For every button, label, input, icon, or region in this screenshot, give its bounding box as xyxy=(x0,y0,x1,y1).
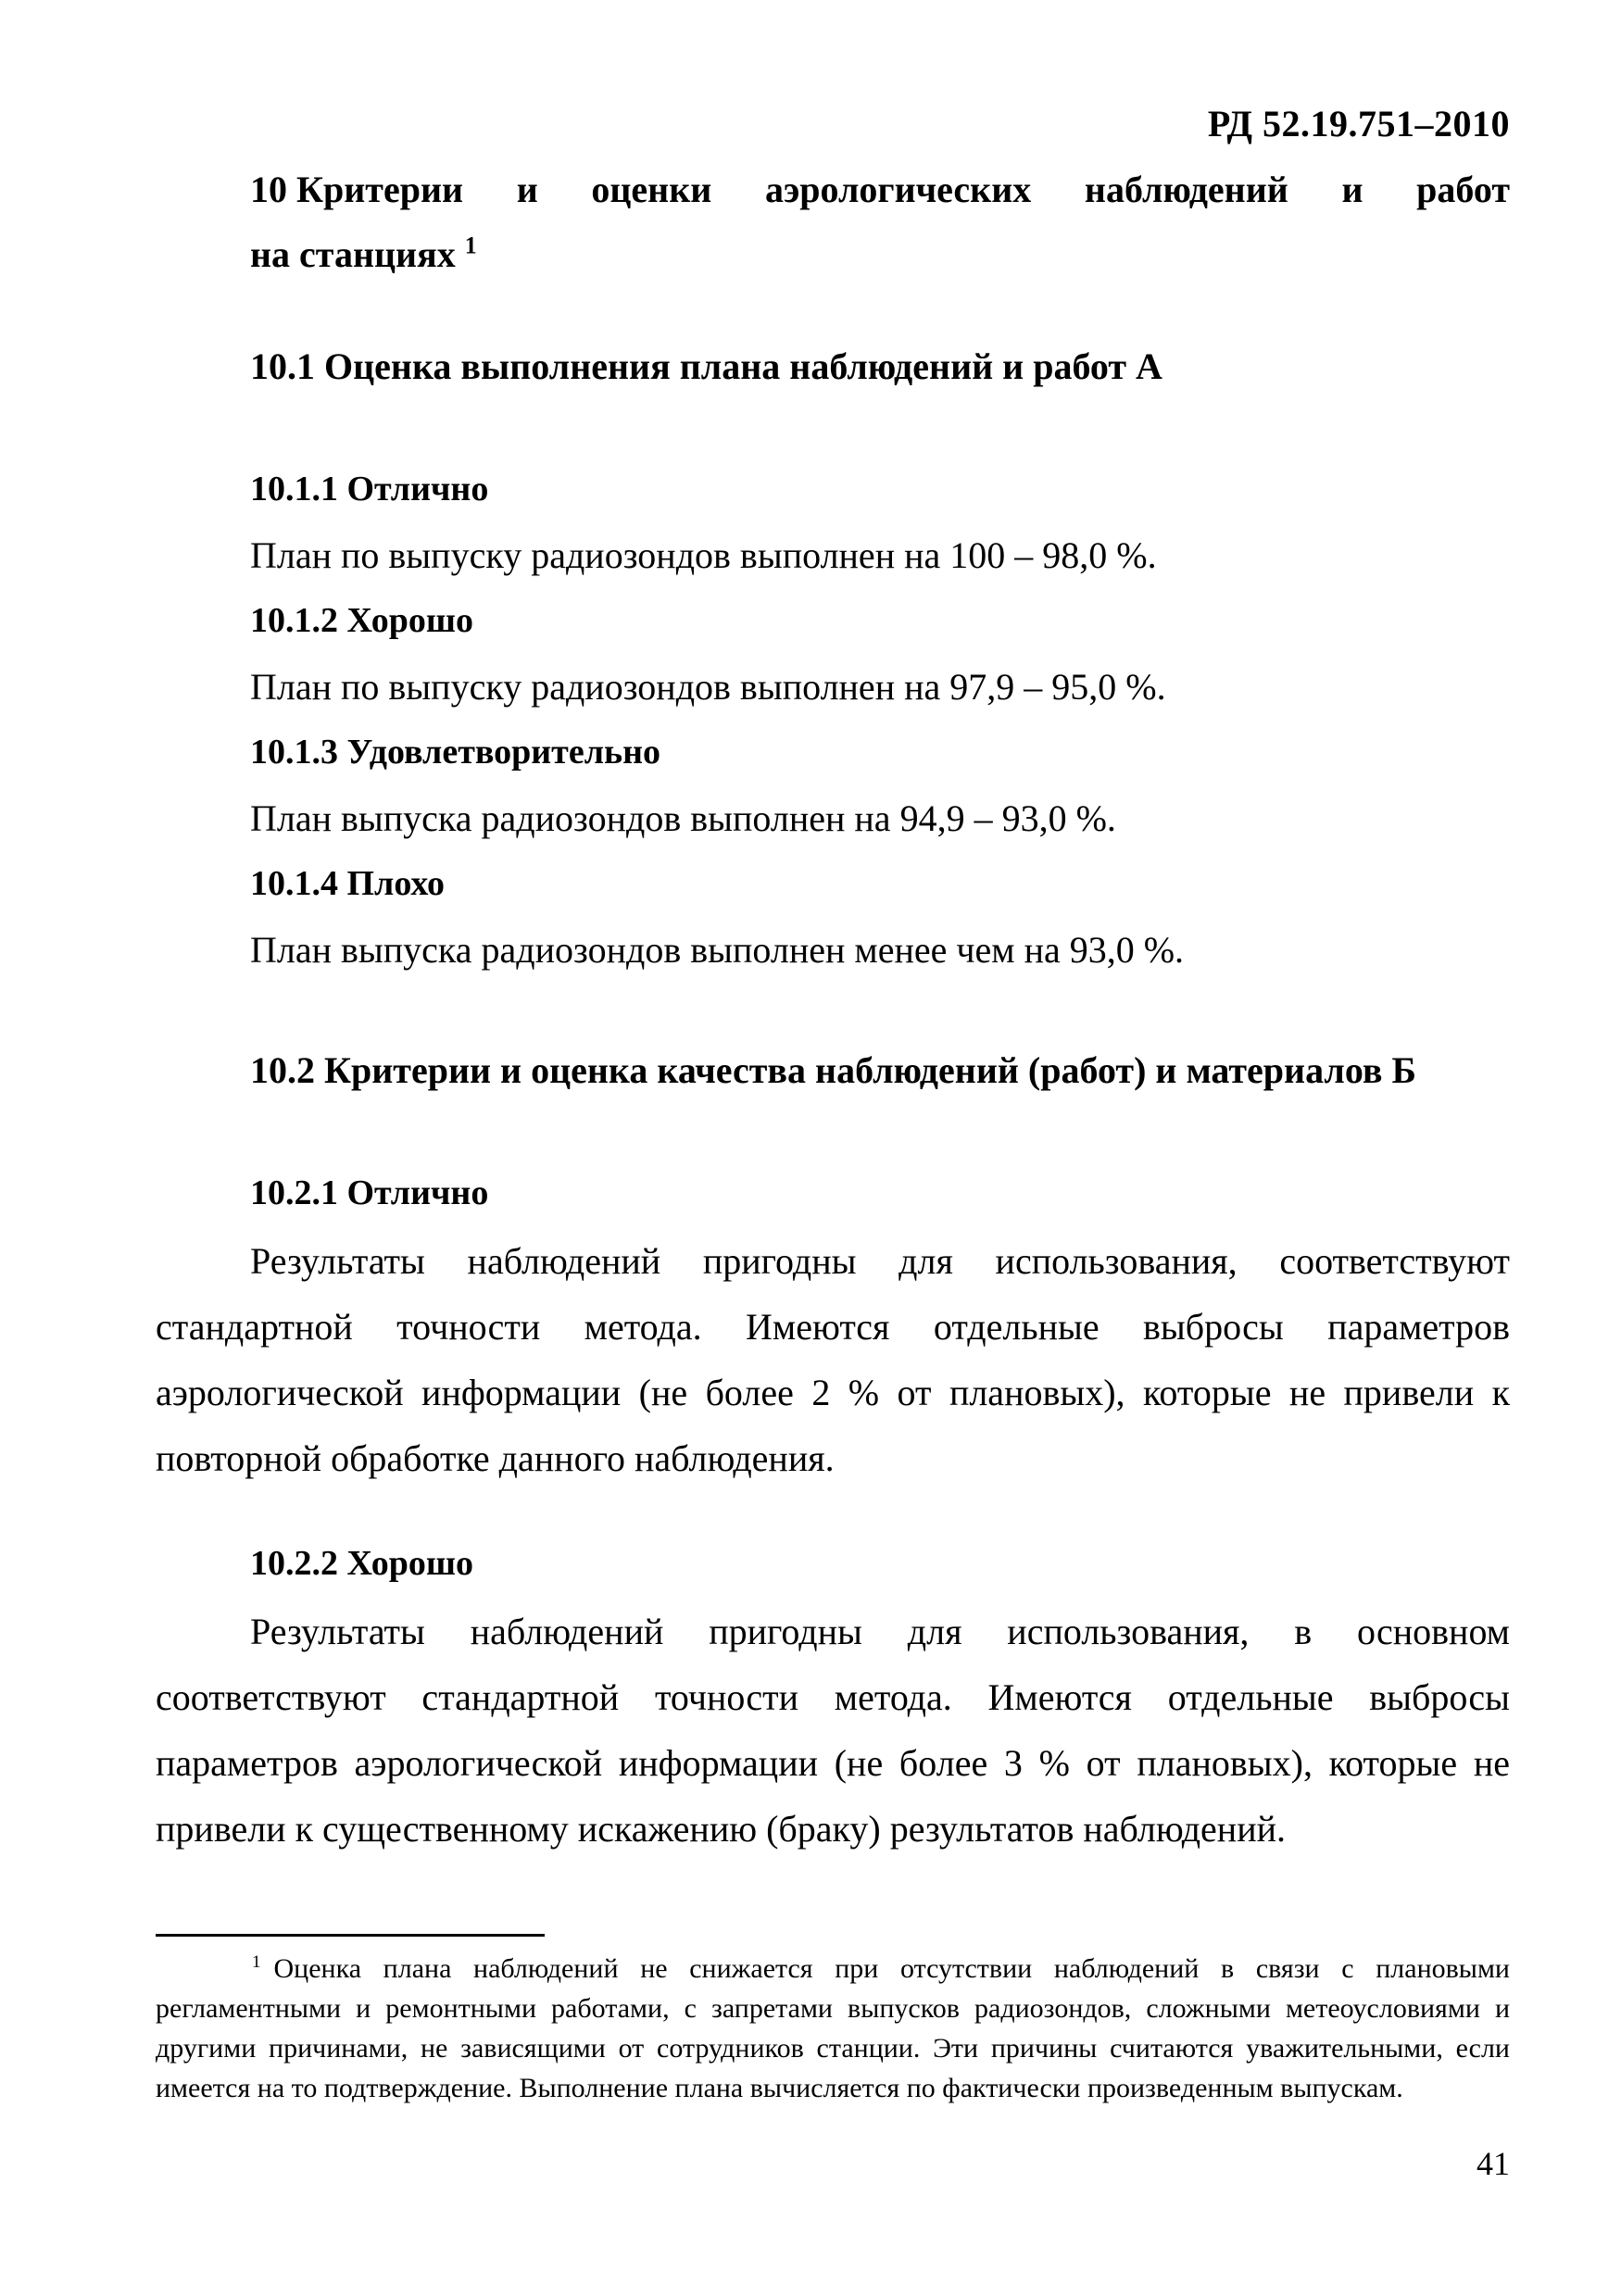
subsection-heading: 10.2.1 Отлично xyxy=(250,1173,489,1212)
heading-word: работ xyxy=(1416,169,1510,210)
subsection-heading: 10.1.3 Удовлетворительно xyxy=(250,733,661,772)
subsection-heading: 10.2.2 Хорошо xyxy=(250,1544,473,1583)
footnote xyxy=(156,1949,1510,2108)
section-10-heading-line1 xyxy=(250,157,1510,222)
subsection-heading: 10.1.2 Хорошо xyxy=(250,601,473,640)
section-10-2-heading: 10.2 Критерии и оценка качества наблюдений (работ) и материалов Б xyxy=(250,1049,1416,1091)
subsection-heading: 10.1.4 Плохо xyxy=(250,864,445,903)
heading-word: 10 Критерии xyxy=(250,169,464,210)
subsection-text: План выпуска радиозондов выполнен менее чем на 93,0 %. xyxy=(250,929,1185,971)
footnote-reference[interactable]: 1 xyxy=(464,232,477,259)
section-10-1-heading: 10.1 Оценка выполнения плана наблюдений и работ А xyxy=(250,345,1162,387)
footnote-marker: 1 xyxy=(252,1952,261,1972)
subsection-heading: 10.1.1 Отлично xyxy=(250,470,489,508)
subsection-paragraph: Результаты наблюдений пригодны для использования, в основном соответствуют стандартной точности метода. Имеются отдельные выбросы параметров аэрологической информации (не более 3 % от плановых), которые не привели к существенному искажению (браку) результатов наблюдений. xyxy=(156,1611,1510,1850)
page-number: 41 xyxy=(1476,2145,1510,2182)
heading-line2-text: на станциях xyxy=(250,233,456,275)
heading-word: аэрологических xyxy=(764,169,1032,210)
subsection-text: План выпуска радиозондов выполнен на 94,9 – 93,0 %. xyxy=(250,797,1116,839)
footnote-text: Оценка плана наблюдений не снижается при отсутствии наблюдений в связи с плановыми регламентными и ремонтными работами, с запретами выпусков радиозондов, сложными метеоусловиями и другими причинами, не зависящими от сотрудников станции. Эти причины считаются уважительными, если имеется на то подтверждение. Выполнение плана вычисляется по фактически произведенным выпускам. xyxy=(156,1953,1510,2103)
heading-word: оценки xyxy=(591,169,712,210)
document-code: РД 52.19.751–2010 xyxy=(1207,103,1510,144)
footnote-separator xyxy=(156,1934,545,1937)
section-10-heading xyxy=(250,157,1510,287)
heading-word: и xyxy=(516,169,538,210)
subsection-paragraph: Результаты наблюдений пригодны для использования, соответствуют стандартной точности метода. Имеются отдельные выбросы параметров аэрологической информации (не более 2 % от плановых), которые не привели к повторной обработке данного наблюдения. xyxy=(156,1240,1510,1479)
subsection-text: План по выпуску радиозондов выполнен на 100 – 98,0 %. xyxy=(250,534,1157,576)
heading-word: наблюдений xyxy=(1084,169,1288,210)
subsection-text: План по выпуску радиозондов выполнен на 97,9 – 95,0 %. xyxy=(250,666,1166,708)
heading-word: и xyxy=(1341,169,1363,210)
section-10-heading-line2 xyxy=(250,222,1510,287)
